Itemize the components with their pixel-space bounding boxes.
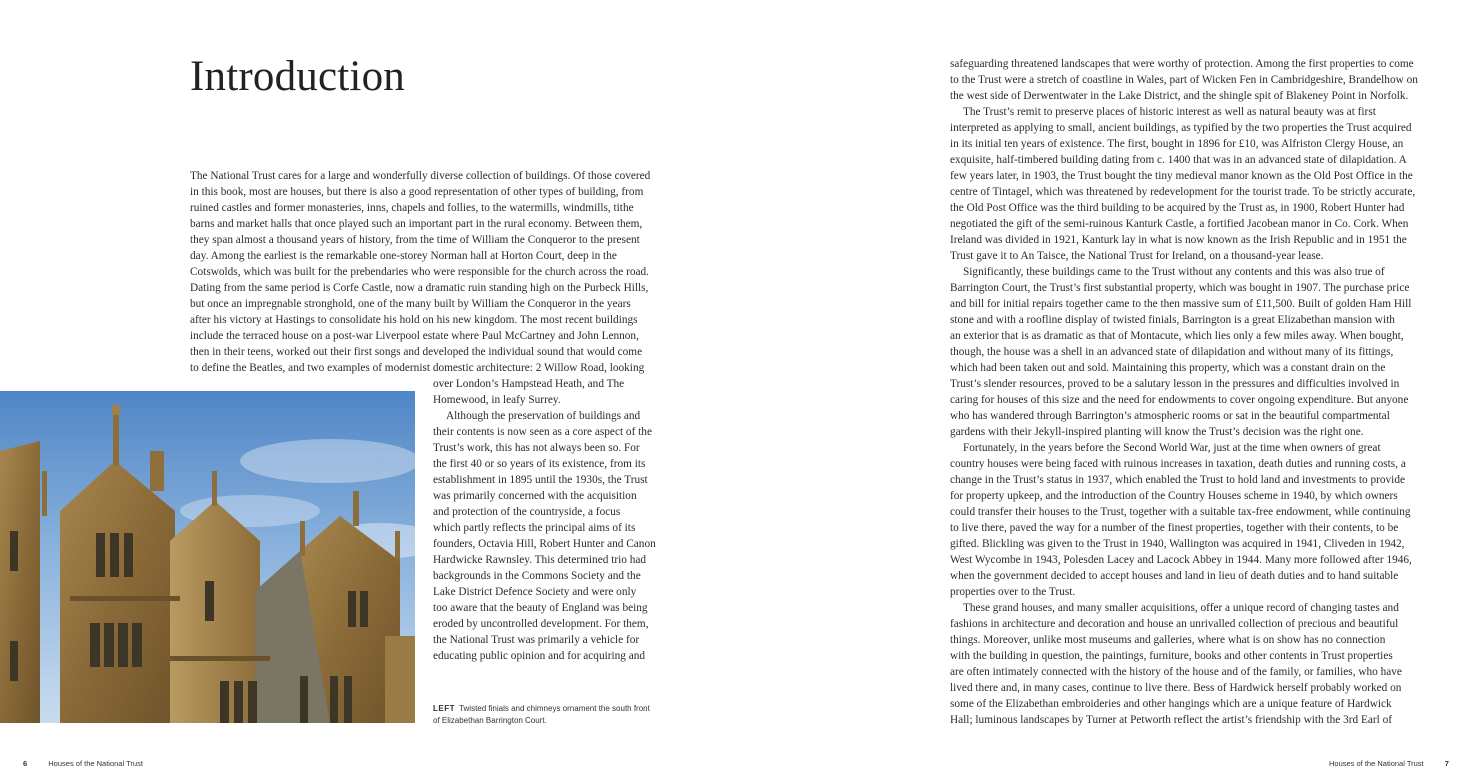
text-line: too aware that the beauty of England was being [433,602,648,614]
text-line: Although the preservation of buildings and [446,410,641,422]
left-footer [23,759,143,768]
barrington-court-photo [0,391,415,723]
page-title: Introduction [190,53,405,100]
text-line: caring for houses of this size and the need for endowments to cover ongoing expenditure. But anyone [950,394,1409,406]
text-line: though, the house was a shell in an advanced state of dilapidation and without many of its fittings, [950,346,1394,358]
text-line: are often intimately connected with the history of the house and of the family, or families, who have [950,666,1402,678]
paragraph [950,264,1430,440]
text-line: to define the Beatles, and two examples of modernist domestic architecture: 2 Willow Road, looking [190,362,645,374]
text-line: properties over to the Trust. [950,586,1076,598]
text-line: centre of Tintagel, which was threatened by redevelopment for the tourist trade. To be strictly accurate, [950,186,1416,198]
text-line: which partly reflects the principal aims of its [433,522,636,534]
text-line: was primarily concerned with the acquisition [433,490,637,502]
text-line: The National Trust cares for a large and wonderfully diverse collection of buildings. Of those covered [190,170,651,182]
text-line: Trust’s work, this has not always been so. For [433,442,640,454]
text-line: to live there, paved the way for a number of the finest properties, together with their contents, to be [950,522,1399,534]
text-line: some of the Elizabethan embroideries and other hangings which are a unique feature of Hardwick [950,698,1392,710]
caption-lead: LEFT [433,704,455,713]
text-line: the west side of Derwentwater in the Lake District, and the shingle spit of Blakeney Point in Norfolk. [950,90,1409,102]
text-line: eroded by uncontrolled development. For them, [433,618,649,630]
text-line: educating public opinion and for acquiring and [433,650,646,662]
text-line: in this book, most are houses, but there is also a good representation of other types of building, from [190,186,644,198]
text-line: lived there and, in many cases, continue to live there. Bess of Hardwick herself probably worked on [950,682,1402,694]
text-line: Hardwicke Rawnsley. This determined trio had [433,554,647,566]
caption-line: Twisted finials and chimneys ornament the south front [459,704,650,713]
text-line: Dating from the same period is Corfe Castle, now a dramatic ruin standing high on the Purbeck Hills, [190,282,649,294]
text-line: for property upkeep, and the introduction of the Country Houses scheme in 1940, by which owners [950,490,1398,502]
right-page-text [950,56,1430,728]
text-line: with the building in question, the paintings, furniture, books and other contents in Trust properties [950,650,1393,662]
text-line: include the terraced house on a post-war Liverpool estate where Paul McCartney and John Lennon, [190,330,639,342]
text-line: founders, Octavia Hill, Robert Hunter and Canon [433,538,656,550]
text-line: country houses were being faced with ruinous increases in taxation, death duties and running costs, a [950,458,1406,470]
text-line: when the government decided to accept houses and land in lieu of death duties and to hand suitable [950,570,1399,582]
paragraph [950,56,1430,104]
text-line: they span almost a thousand years of history, from the time of William the Conqueror to the present [190,234,640,246]
text-line: who has wandered through Barrington’s atmospheric rooms or sat in the beautiful compartmental [950,410,1390,422]
intro-paragraph-1 [190,168,660,376]
text-line: things. Moreover, unlike most museums and galleries, where what is on show has no connection [950,634,1386,646]
text-line: to the Trust were a stretch of coastline in Wales, part of Wicken Fen in Cambridgeshire, Brandelhow on [950,74,1418,86]
text-line: day. Among the earliest is the remarkable one-storey Norman hall at Horton Court, deep in the [190,250,617,262]
text-line: stone and with a roofline display of twisted finials, Barrington is a great Elizabethan mansion with [950,314,1395,326]
text-line: and bill for initial repairs together came to the then massive sum of £11,500. Built of golden Ham Hill [950,298,1412,310]
text-line: backgrounds in the Commons Society and the [433,570,641,582]
text-line: an exterior that is as dramatic as that of Montacute, which lies only a few miles away. When bought, [950,330,1404,342]
paragraph [950,104,1430,264]
text-line: Significantly, these buildings came to the Trust without any contents and this was also true of [963,266,1385,278]
text-line: but once an impregnable stronghold, one of the many built by William the Conqueror in the years [190,298,631,310]
running-title: Houses of the National Trust [1329,759,1424,768]
text-line: gardens with their Jekyll-inspired planting will know the Trust’s decision was the right one. [950,426,1364,438]
text-line: few years later, in 1903, the Trust bought the tiny medieval manor known as the Old Post Office in the [950,170,1413,182]
text-line: after his victory at Hastings to consolidate his hold on his new kingdom. The most recent buildings [190,314,638,326]
text-line: Ireland was divided in 1921, Kanturk lay in what is now known as the Irish Republic and in 1951 the [950,234,1407,246]
text-line: fashions in architecture and decoration and house an unrivalled collection of precious and beautiful [950,618,1399,630]
caption-line: of Elizabethan Barrington Court. [433,716,547,725]
running-title: Houses of the National Trust [48,759,143,768]
text-line: Lake District Defence Society and were only [433,586,637,598]
text-line: in its initial ten years of existence. The first, bought in 1896 for £10, was Alfriston Clergy House, an [950,138,1404,150]
text-line: Barrington Court, the Trust’s first substantial property, which was bought in 1907. The purchase price [950,282,1410,294]
text-line: barns and market halls that once played such an important part in the rural economy. Between them, [190,218,643,230]
text-line: These grand houses, and many smaller acquisitions, offer a unique record of changing tastes and [963,602,1399,614]
page-number: 7 [1444,759,1449,768]
text-line: Fortunately, in the years before the Second World War, just at the time when owners of great [963,442,1381,454]
text-line: Cotswolds, which was built for the prebendaries who were responsible for the church across the road. [190,266,649,278]
text-line: Trust gave it to An Taisce, the National Trust for Ireland, on a thousand-year lease. [950,250,1324,262]
text-line: safeguarding threatened landscapes that were worthy of protection. Among the first properties to come [950,58,1414,70]
paragraph [950,600,1430,728]
paragraph [950,440,1430,600]
text-line: their contents is now seen as a core aspect of the [433,426,652,438]
text-line: gifted. Blickling was given to the Trust in 1940, Wallington was acquired in 1941, Cliveden in 1942, [950,538,1405,550]
text-line: which had been taken out and sold. Maintaining this property, which was a constant drain on the [950,362,1386,374]
text-line: the Old Post Office was the third building to be acquired by the Trust as, in 1900, Robert Hunter had [950,202,1405,214]
text-line: The Trust’s remit to preserve places of historic interest as well as natural beauty was at first [963,106,1376,118]
text-line: Homewood, in leafy Surrey. [433,394,561,406]
text-line: the first 40 or so years of its existence, from its [433,458,646,470]
text-line: over London’s Hampstead Heath, and The [433,378,625,390]
text-line: Trust’s slender resources, proved to be a salutary lesson in the pressures and difficulties involved in [950,378,1400,390]
text-line: could transfer their houses to the Trust, together with a suitable tax-free endowment, while continuing [950,506,1411,518]
text-line: ruined castles and former monasteries, inns, chapels and follies, to the watermills, windmills, tithe [190,202,634,214]
text-line: interpreted as applying to small, ancient buildings, as typified by the two properties the Trust acquired [950,122,1412,134]
text-line: change in the Trust’s status in 1937, which enabled the Trust to hold land and investments to provide [950,474,1405,486]
text-line: establishment in 1895 until the 1930s, the Trust [433,474,648,486]
text-line: negotiated the gift of the semi-ruinous Kanturk Castle, a fortified Jacobean manor in Co. Cork. When [950,218,1409,230]
right-footer [1329,759,1449,768]
text-line: the National Trust was primarily a vehicle for [433,634,640,646]
intro-paragraph-2 [433,376,668,664]
page-number: 6 [23,759,28,768]
photo-caption [433,703,663,727]
text-line: West Wycombe in 1943, Polesden Lacey and Lacock Abbey in 1944. Many more followed after 1946, [950,554,1412,566]
text-line: and protection of the countryside, a focus [433,506,621,518]
text-line: Hall; luminous landscapes by Turner at Petworth reflect the artist’s friendship with the 3rd Earl of [950,714,1393,726]
text-line: then in their teens, worked out their first songs and developed the individual sound that would come [190,346,643,358]
text-line: exquisite, half-timbered building dating from c. 1400 that was in an advanced state of dilapidation. A [950,154,1407,166]
